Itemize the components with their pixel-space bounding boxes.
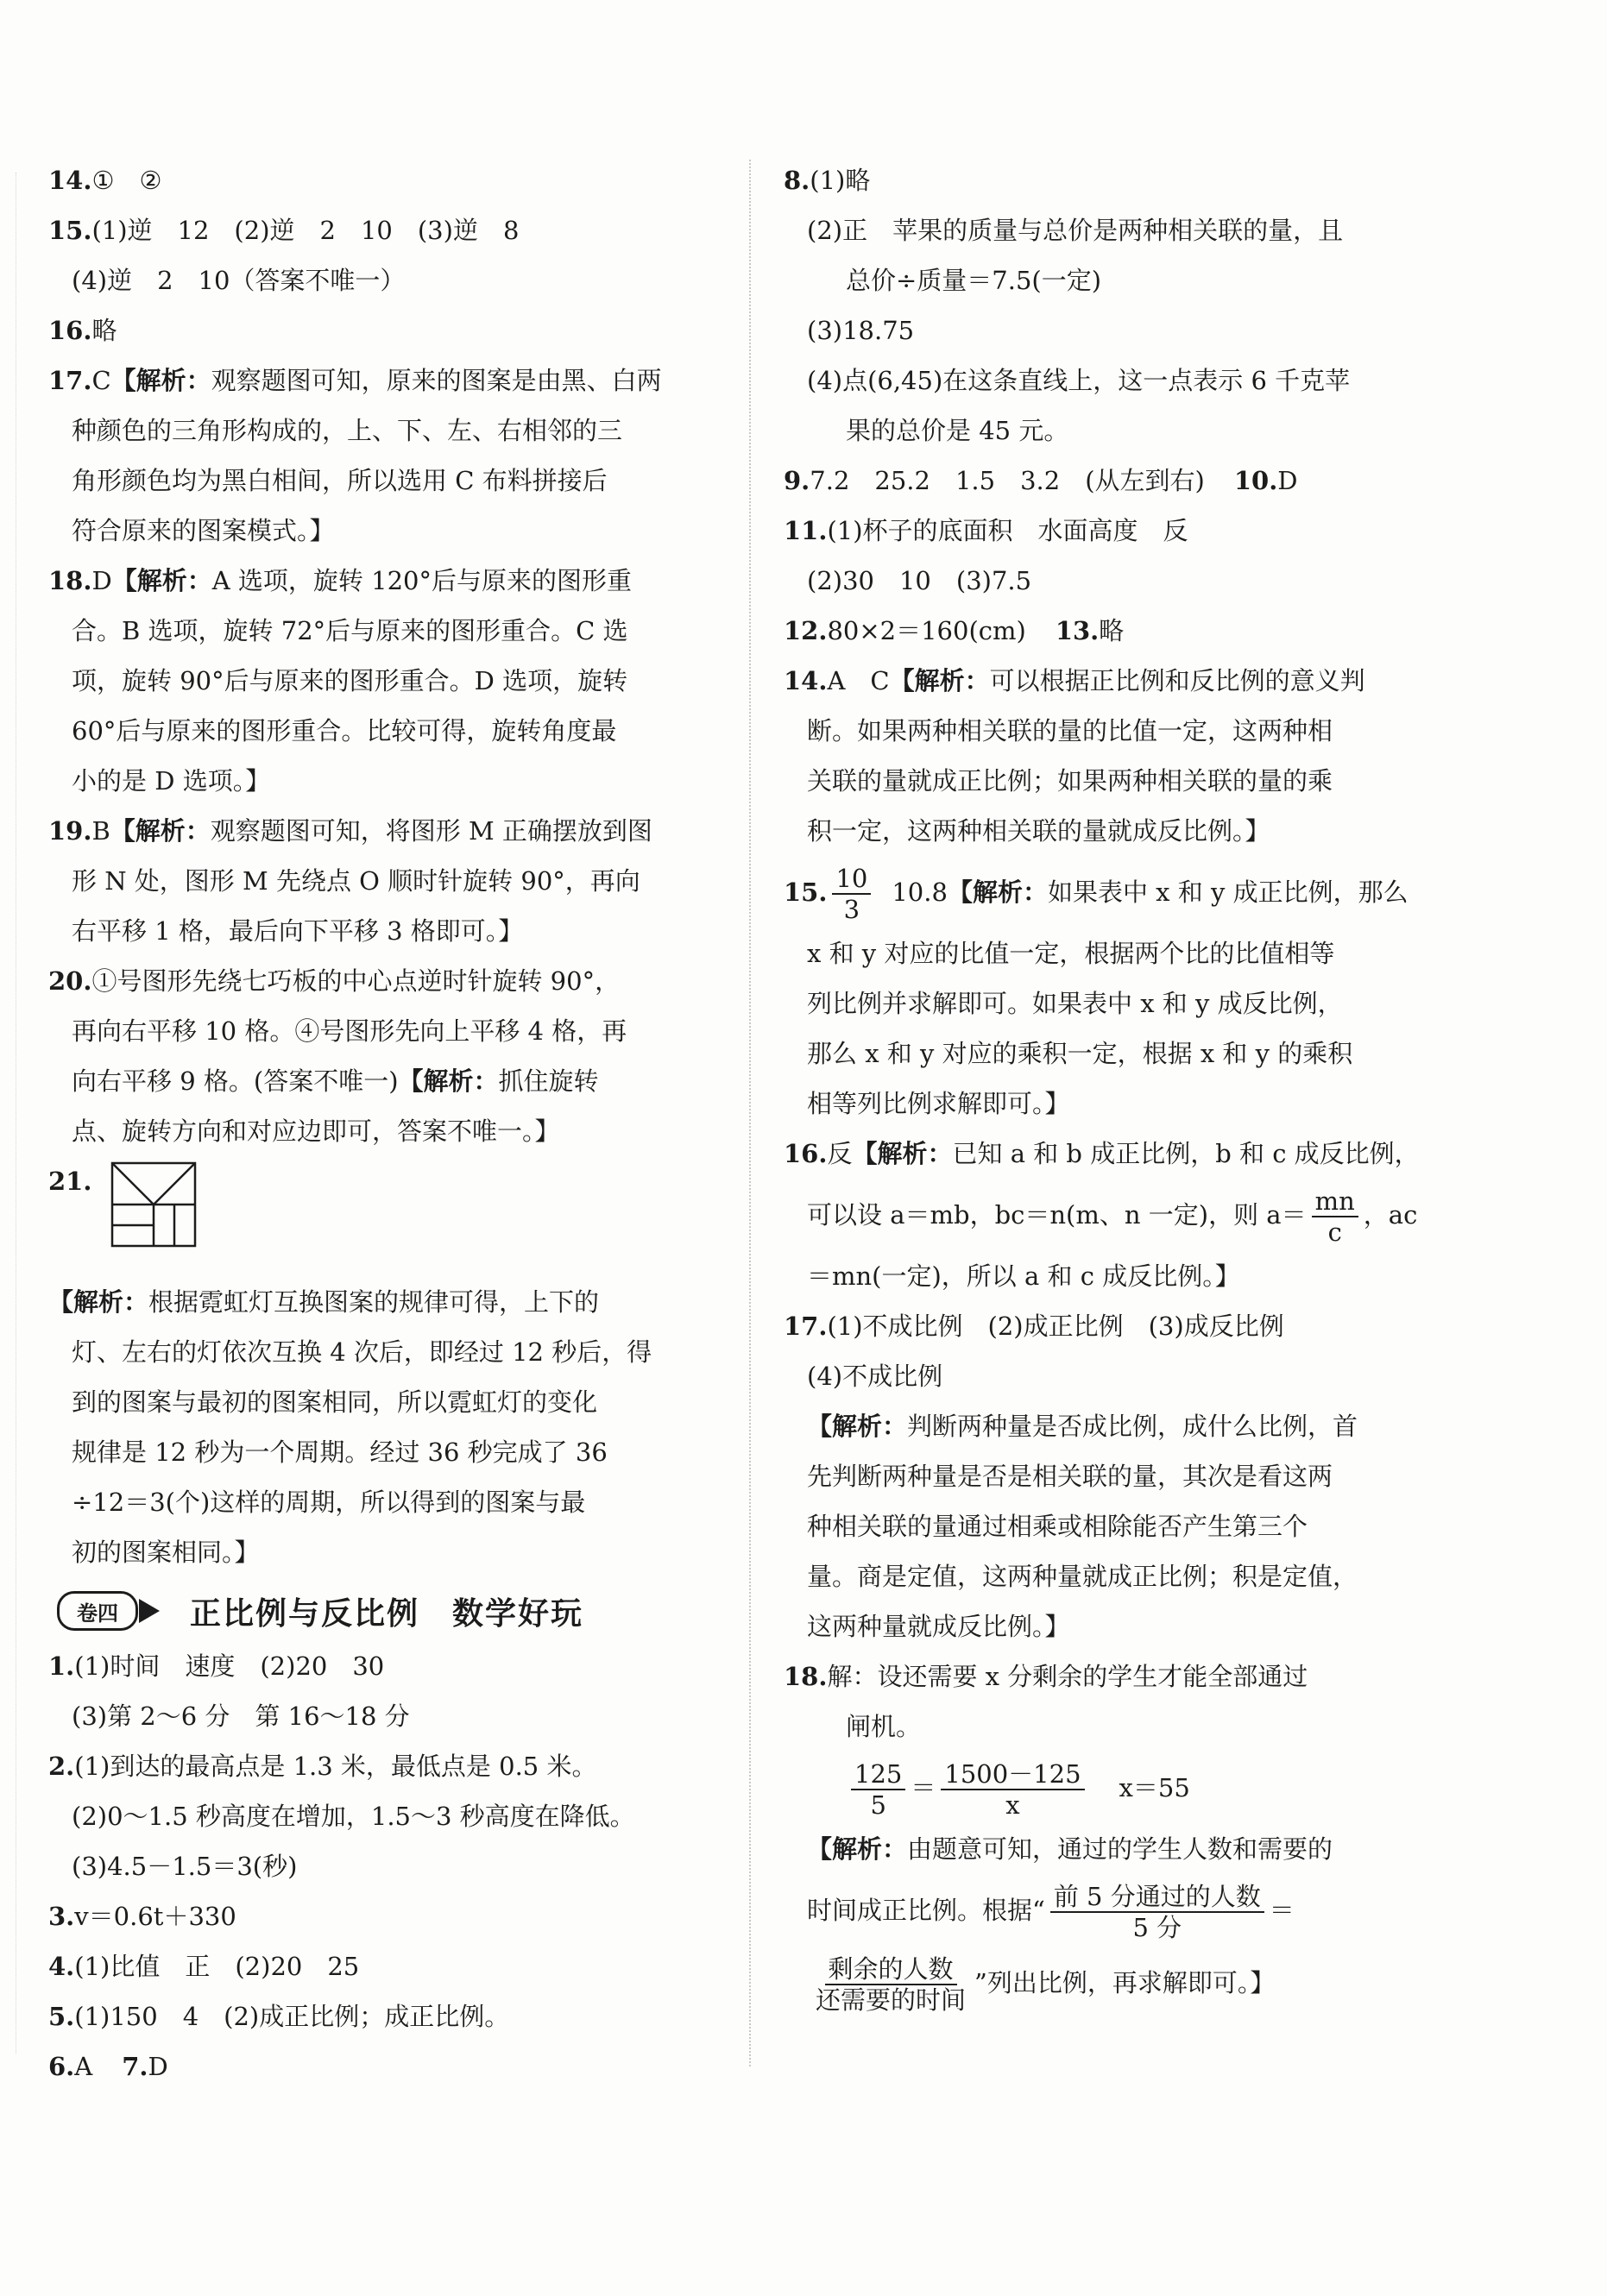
explanation-tag: 【解析： bbox=[852, 1139, 953, 1168]
explanation-text: 判断两种量是否成比例，成什么比例，首 bbox=[907, 1412, 1358, 1441]
answer-line bbox=[48, 906, 739, 956]
question-number: 3. bbox=[48, 1902, 75, 1931]
answer-line bbox=[48, 1056, 739, 1106]
answer-line bbox=[48, 2041, 739, 2092]
answer-line bbox=[784, 255, 1474, 305]
fraction-numerator: 剩余的人数 bbox=[825, 1954, 957, 1985]
answer-line bbox=[48, 1841, 739, 1891]
fraction-numerator: 10 bbox=[832, 864, 871, 895]
answer-line bbox=[48, 1527, 739, 1577]
answer-line bbox=[48, 355, 739, 406]
answer-line bbox=[784, 1824, 1474, 1874]
question-number: 12. bbox=[784, 616, 828, 645]
answer-text: B bbox=[91, 816, 110, 846]
question-number: 1. bbox=[48, 1651, 75, 1681]
answer-text: 10.8 bbox=[892, 878, 948, 907]
explanation-text: ，ac bbox=[1363, 1200, 1418, 1230]
question-number: 14. bbox=[784, 666, 828, 695]
explanation-text: 观察题图可知，将图形 M 正确摆放到图 bbox=[210, 816, 652, 846]
fraction-denominator: 3 bbox=[843, 895, 860, 924]
answer-text: 略 bbox=[1099, 616, 1125, 645]
answer-line bbox=[784, 928, 1474, 978]
answer-text: 到的图案与最初的图案相同，所以霓虹灯的变化 bbox=[72, 1387, 598, 1417]
answer-line bbox=[48, 1277, 739, 1327]
question-number: 18. bbox=[48, 566, 92, 595]
question-number: 13. bbox=[1055, 616, 1100, 645]
fraction bbox=[941, 1759, 1084, 1820]
answer-text: 果的总价是 45 元。 bbox=[846, 416, 1069, 445]
answer-line bbox=[784, 155, 1474, 205]
answer-line bbox=[784, 406, 1474, 456]
answer-line bbox=[784, 205, 1474, 255]
answer-text: 反 bbox=[827, 1139, 853, 1168]
answer-text: (1)略 bbox=[810, 166, 871, 195]
answer-line bbox=[48, 756, 739, 806]
answer-text: 规律是 12 秒为一个周期。经过 36 秒完成了 36 bbox=[72, 1437, 608, 1467]
left-column bbox=[48, 155, 739, 2092]
answer-line bbox=[48, 1691, 739, 1741]
question-number: 5. bbox=[48, 2002, 75, 2031]
answer-line bbox=[784, 1028, 1474, 1079]
answer-line bbox=[48, 1377, 739, 1427]
answer-line bbox=[784, 656, 1474, 706]
fraction bbox=[851, 1759, 905, 1820]
answer-line bbox=[784, 1079, 1474, 1129]
answer-line bbox=[784, 456, 1474, 506]
fraction bbox=[832, 864, 871, 924]
question-15 bbox=[784, 856, 1474, 1129]
answer-text: 积一定，这两种相关联的量就成反比例。】 bbox=[807, 816, 1270, 846]
question-number: 9. bbox=[784, 466, 810, 495]
answer-text: 种颜色的三角形构成的，上、下、左、右相邻的三 bbox=[72, 416, 623, 445]
answer-text: 量。商是定值，这两种量就成正比例；积是定值， bbox=[807, 1562, 1358, 1591]
question-number: 19. bbox=[48, 816, 92, 846]
answer-text: 灯、左右的灯依次互换 4 次后，即经过 12 秒后，得 bbox=[72, 1337, 652, 1367]
tangram-diagram bbox=[110, 1161, 197, 1248]
fraction-denominator: 5 分 bbox=[1132, 1913, 1182, 1942]
answer-text: (3)18.75 bbox=[807, 316, 915, 345]
answer-text: (2)正 苹果的质量与总价是两种相关联的量，且 bbox=[807, 216, 1344, 245]
answer-line bbox=[784, 1947, 1474, 2019]
question-number: 16. bbox=[48, 316, 92, 345]
answer-line bbox=[48, 1641, 739, 1691]
question-number: 17. bbox=[48, 366, 92, 395]
answer-line bbox=[48, 1327, 739, 1377]
explanation-tag: 【解析： bbox=[110, 366, 211, 395]
answer-line bbox=[48, 1891, 739, 1941]
answer-text: (2)0～1.5 秒高度在增加，1.5～3 秒高度在降低。 bbox=[72, 1802, 635, 1831]
question-number: 4. bbox=[48, 1952, 75, 1981]
answer-text: D bbox=[91, 566, 112, 595]
answer-text: 列比例并求解即可。如果表中 x 和 y 成反比例， bbox=[807, 989, 1343, 1018]
explanation-text: 可以设 a＝mb，bc＝n(m、n 一定)，则 a＝ bbox=[807, 1200, 1307, 1230]
answer-text: 右平移 1 格，最后向下平移 3 格即可。】 bbox=[72, 916, 524, 946]
answer-line bbox=[784, 978, 1474, 1028]
explanation-tag: 【解析： bbox=[110, 816, 211, 846]
equals-sign: ＝ bbox=[1269, 1896, 1295, 1925]
answer-text: (1)到达的最高点是 1.3 米，最低点是 0.5 米。 bbox=[74, 1752, 597, 1781]
answer-line bbox=[48, 305, 739, 355]
equals-sign: ＝ bbox=[911, 1773, 936, 1802]
section-badge: 卷四 bbox=[57, 1591, 138, 1631]
explanation-tag: 【解析： bbox=[889, 666, 990, 695]
answer-text: (3)4.5－1.5＝3(秒) bbox=[72, 1852, 298, 1881]
answer-text: 项，旋转 90°后与原来的图形重合。D 选项，旋转 bbox=[72, 666, 628, 695]
right-answers-continued bbox=[784, 1301, 1474, 1752]
answer-text: (4)点(6,45)在这条直线上，这一点表示 6 千克苹 bbox=[807, 366, 1351, 395]
answer-text: D bbox=[148, 2052, 168, 2081]
answer-text: 小的是 D 选项。】 bbox=[72, 766, 271, 796]
answer-text: 相等列比例求解即可。】 bbox=[807, 1089, 1070, 1118]
answer-text: C bbox=[91, 366, 111, 395]
answer-line bbox=[48, 1427, 739, 1477]
answer-text: 断。如果两种相关联的量的比值一定，这两种相 bbox=[807, 716, 1333, 745]
answer-line bbox=[784, 1601, 1474, 1651]
answer-text: 初的图案相同。】 bbox=[72, 1538, 260, 1567]
answer-text: (1)杯子的底面积 水面高度 反 bbox=[827, 516, 1188, 545]
question-16 bbox=[784, 1129, 1474, 1301]
answer-text: 合。B 选项，旋转 72°后与原来的图形重合。C 选 bbox=[72, 616, 628, 645]
answer-line bbox=[784, 355, 1474, 406]
answer-line bbox=[784, 856, 1474, 928]
answer-line bbox=[784, 1129, 1474, 1179]
fraction-numerator: mn bbox=[1312, 1186, 1358, 1217]
question-number: 14. bbox=[48, 166, 92, 195]
answer-line bbox=[784, 1401, 1474, 1451]
answer-line bbox=[48, 856, 739, 906]
answer-text: (1)不成比例 (2)成正比例 (3)成反比例 bbox=[827, 1312, 1284, 1341]
answer-line bbox=[48, 506, 739, 556]
answer-text: 关联的量就成正比例；如果两种相关联的量的乘 bbox=[807, 766, 1333, 796]
answer-line bbox=[784, 1301, 1474, 1351]
answer-line bbox=[784, 305, 1474, 355]
question-number: 8. bbox=[784, 166, 810, 195]
right-column bbox=[784, 155, 1474, 2019]
answer-line bbox=[784, 706, 1474, 756]
question-number: 18. bbox=[784, 1662, 828, 1691]
section-answers bbox=[48, 1641, 739, 2092]
question-number: 16. bbox=[784, 1139, 828, 1168]
question-21 bbox=[48, 1156, 739, 1277]
question-21-explanation bbox=[48, 1277, 739, 1577]
fraction bbox=[812, 1954, 969, 2015]
explanation-text: 已知 a 和 b 成正比例，b 和 c 成反比例， bbox=[952, 1139, 1420, 1168]
answer-line bbox=[48, 656, 739, 706]
question-number: 21. bbox=[48, 1167, 92, 1196]
fraction-denominator: 5 bbox=[870, 1790, 886, 1820]
question-number: 7. bbox=[122, 2052, 148, 2081]
answer-line bbox=[48, 1741, 739, 1791]
answer-text: 总价÷质量＝7.5(一定) bbox=[846, 266, 1102, 295]
answer-text: (1)150 4 (2)成正比例；成正比例。 bbox=[74, 2002, 510, 2031]
question-number: 10. bbox=[1233, 466, 1278, 495]
explanation-tag: 【解析： bbox=[807, 1834, 908, 1864]
question-number: 17. bbox=[784, 1312, 828, 1341]
answer-line bbox=[48, 1477, 739, 1527]
answer-text: (1)时间 速度 (2)20 30 bbox=[74, 1651, 385, 1681]
answer-line bbox=[48, 205, 739, 255]
fraction-denominator: 还需要的时间 bbox=[816, 1985, 967, 2015]
answer-text: (3)第 2～6 分 第 16～18 分 bbox=[72, 1702, 410, 1731]
answer-text: A C bbox=[827, 666, 890, 695]
answer-line bbox=[48, 956, 739, 1006]
answer-text: 60°后与原来的图形重合。比较可得，旋转角度最 bbox=[72, 716, 617, 745]
answer-text: 那么 x 和 y 对应的乘积一定，根据 x 和 y 的乘积 bbox=[807, 1039, 1353, 1068]
answer-line bbox=[784, 1874, 1474, 1947]
answer-text: 先判断两种量是否是相关联的量，其次是看这两 bbox=[807, 1462, 1333, 1491]
answer-text: 角形颜色均为黑白相间，所以选用 C 布料拼接后 bbox=[72, 466, 608, 495]
question-number: 11. bbox=[784, 516, 828, 545]
left-answers bbox=[48, 155, 739, 1156]
fraction-numerator: 前 5 分通过的人数 bbox=[1050, 1882, 1264, 1913]
answer-text: A bbox=[74, 2052, 93, 2081]
explanation-text: 如果表中 x 和 y 成正比例，那么 bbox=[1047, 878, 1408, 907]
answer-line bbox=[48, 155, 739, 205]
answer-text: ÷12＝3(个)这样的周期，所以得到的图案与最 bbox=[72, 1488, 586, 1517]
answer-line bbox=[784, 1451, 1474, 1501]
answer-line bbox=[784, 1179, 1474, 1251]
answer-line bbox=[48, 1006, 739, 1056]
answer-text: (1)逆 12 (2)逆 2 10 (3)逆 8 bbox=[91, 216, 520, 245]
answer-text: 点、旋转方向和对应边即可，答案不唯一。】 bbox=[72, 1117, 560, 1146]
column-divider bbox=[749, 160, 751, 2066]
fraction-denominator: c bbox=[1327, 1217, 1342, 1247]
answer-line bbox=[784, 556, 1474, 606]
explanation-text: A 选项，旋转 120°后与原来的图形重 bbox=[211, 566, 632, 595]
question-number: 6. bbox=[48, 2052, 75, 2081]
answer-text: 80×2＝160(cm) bbox=[827, 616, 1026, 645]
fraction bbox=[1312, 1186, 1358, 1247]
answer-line bbox=[784, 1501, 1474, 1551]
answer-line bbox=[784, 1702, 1474, 1752]
explanation-text: 抓住旋转 bbox=[498, 1066, 599, 1096]
explanation-tag: 【解析： bbox=[48, 1287, 149, 1317]
explanation-text: 根据霓虹灯互换图案的规律可得，上下的 bbox=[148, 1287, 600, 1317]
question-number: 2. bbox=[48, 1752, 75, 1781]
answer-text: 闸机。 bbox=[846, 1712, 922, 1741]
explanation-text: 观察题图可知，原来的图案是由黑、白两 bbox=[211, 366, 662, 395]
section-title: 正比例与反比例 数学好玩 bbox=[190, 1595, 584, 1632]
explanation-text: 由题意可知，通过的学生人数和需要的 bbox=[907, 1834, 1333, 1864]
answer-line bbox=[48, 1941, 739, 1991]
answer-line bbox=[48, 406, 739, 456]
answer-text: ① ② bbox=[91, 166, 162, 195]
answer-text: 7.2 25.2 1.5 3.2 (从左到右) bbox=[810, 466, 1205, 495]
answer-text: 解：设还需要 x 分剩余的学生才能全部通过 bbox=[827, 1662, 1308, 1691]
answer-line bbox=[48, 556, 739, 606]
question-18-explanation bbox=[784, 1824, 1474, 2019]
explanation-text: ”列出比例，再求解即可。】 bbox=[974, 1968, 1276, 1997]
answer-line bbox=[48, 1791, 739, 1841]
answer-line bbox=[48, 706, 739, 756]
answer-text: 这两种量就成反比例。】 bbox=[807, 1612, 1070, 1641]
answer-line bbox=[784, 606, 1474, 656]
explanation-tag: 【解析： bbox=[398, 1066, 499, 1096]
fraction-numerator: 1500－125 bbox=[941, 1759, 1084, 1790]
answer-line bbox=[784, 506, 1474, 556]
question-number: 15. bbox=[48, 216, 92, 245]
answer-line bbox=[784, 756, 1474, 806]
answer-text: 再向右平移 10 格。④号图形先向上平移 4 格，再 bbox=[72, 1016, 627, 1046]
explanation-tag: 【解析： bbox=[111, 566, 212, 595]
answer-text: 形 N 处，图形 M 先绕点 O 顺时针旋转 90°，再向 bbox=[72, 866, 640, 896]
answer-line bbox=[784, 1551, 1474, 1601]
answer-text: ①号图形先绕七巧板的中心点逆时针旋转 90°， bbox=[91, 966, 621, 996]
answer-line bbox=[48, 606, 739, 656]
fraction-denominator: x bbox=[1005, 1790, 1020, 1820]
answer-text: (1)比值 正 (2)20 25 bbox=[74, 1952, 360, 1981]
question-15-explanation bbox=[784, 928, 1474, 1129]
fraction-numerator: 125 bbox=[851, 1759, 905, 1790]
answer-line bbox=[48, 456, 739, 506]
answer-text: 种相关联的量通过相乘或相除能否产生第三个 bbox=[807, 1512, 1308, 1541]
explanation-text: 可以根据正比例和反比例的意义判 bbox=[989, 666, 1365, 695]
answer-line bbox=[48, 255, 739, 305]
answer-text: 向右平移 9 格。(答案不唯一) bbox=[72, 1066, 399, 1096]
explanation-text: 时间成正比例。根据“ bbox=[807, 1896, 1045, 1925]
answer-line bbox=[784, 1351, 1474, 1401]
answer-line bbox=[48, 1991, 739, 2041]
answer-text: v＝0.6t＋330 bbox=[74, 1902, 236, 1931]
answer-text: (4)不成比例 bbox=[807, 1362, 943, 1391]
answer-line bbox=[784, 1651, 1474, 1702]
fraction bbox=[1050, 1882, 1264, 1942]
equation-line bbox=[784, 1752, 1474, 1824]
answer-text: 符合原来的图案模式。】 bbox=[72, 516, 335, 545]
answer-text: x 和 y 对应的比值一定，根据两个比的比值相等 bbox=[807, 939, 1335, 968]
answer-text: (2)30 10 (3)7.5 bbox=[807, 566, 1032, 595]
explanation-tag: 【解析： bbox=[947, 878, 1048, 907]
answer-line bbox=[48, 1106, 739, 1156]
answer-line bbox=[48, 806, 739, 856]
answer-line bbox=[784, 806, 1474, 856]
question-number: 15. bbox=[784, 878, 828, 907]
answer-text: 略 bbox=[91, 316, 117, 345]
section-header bbox=[48, 1581, 739, 1641]
explanation-tag: 【解析： bbox=[807, 1412, 908, 1441]
answer-text: D bbox=[1277, 466, 1298, 495]
answer-text: (4)逆 2 10（答案不唯一） bbox=[72, 266, 406, 295]
equation-answer: x＝55 bbox=[1119, 1773, 1190, 1802]
right-answers bbox=[784, 155, 1474, 856]
answer-line: ＝mn(一定)，所以 a 和 c 成反比例。】 bbox=[807, 1261, 1240, 1291]
question-number: 20. bbox=[48, 966, 92, 996]
